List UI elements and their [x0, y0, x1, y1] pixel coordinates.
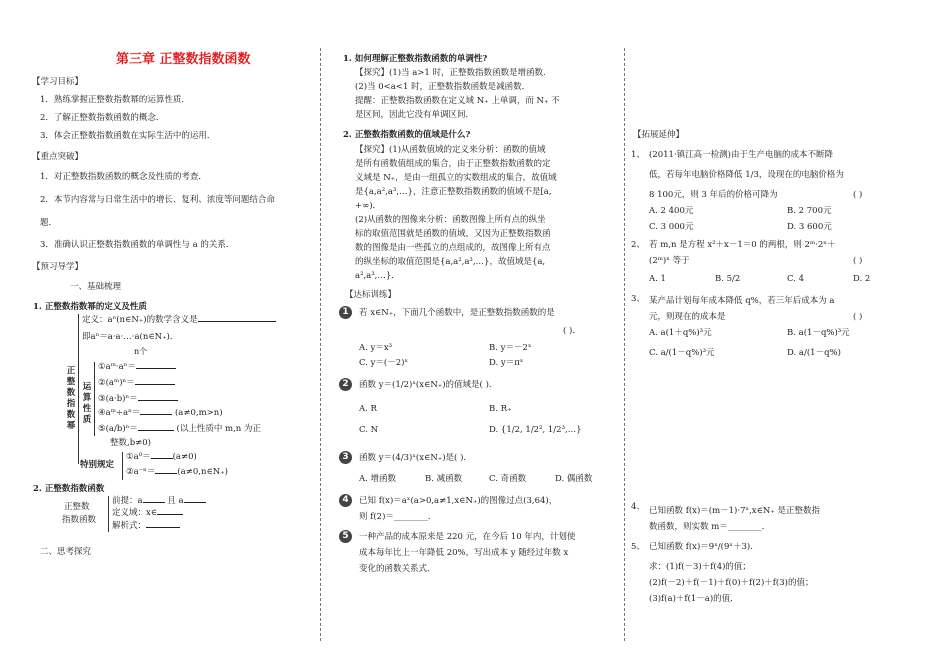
ext-q2-option: C. 4 — [787, 274, 805, 284]
ext-q3-blank: ( ) — [853, 312, 863, 322]
ops-side-label: 运算性质 — [82, 382, 92, 425]
ext-q3-option: D. a/(1－q%) — [787, 348, 841, 358]
problem-5-number: 5 — [339, 530, 352, 543]
basics-heading: 一、基础梳理 — [70, 282, 122, 292]
ext-q5-line: 求：(1)f(－3)＋f(4)的值； — [649, 562, 751, 572]
ext-q4-line: 数函数，则实数 m＝________． — [649, 522, 771, 532]
q2-answer-line: 【探究】(1)从函数值域的定义来分析：函数的值域 — [355, 145, 546, 155]
ext-q4-number: 4、 — [631, 502, 645, 512]
problem-1-option: A. y＝x³ — [359, 343, 393, 353]
ext-q1-option: A. 2 400元 — [649, 206, 694, 216]
problem-1-blank: ( )． — [563, 326, 581, 336]
problem-4-text-2: 则 f(2)＝________． — [359, 512, 437, 522]
op-3: ③(a·b)ⁿ＝ — [98, 394, 178, 405]
q2-answer-line: (2)从函数的图像来分析：函数图像上所有点的纵坐 — [355, 215, 546, 225]
ext-q5-line: (2)f(－2)＋f(－1)＋f(0)＋f(2)＋f(3)的值； — [649, 578, 814, 588]
section1-brace — [78, 314, 79, 464]
problem-3-option: D. 偶函数 — [555, 474, 593, 484]
definition-line: 定义：aⁿ(n∈N₊)的数学含义是 — [82, 315, 276, 326]
preview-heading: 【预习导学】 — [32, 262, 84, 272]
ext-q3-number: 3、 — [631, 294, 645, 304]
problem-5-line: 一种产品的成本原来是 220 元，在今后 10 年内，计划使 — [359, 532, 576, 542]
ext-q1-line: (2011·镇江高一检测)由于生产电脑的成本不断降 — [649, 150, 833, 160]
n-count-label: n个 — [134, 347, 148, 356]
op-4: ④aᵐ÷aⁿ＝ (a≠0,m>n) — [98, 408, 223, 418]
problem-3-option: B. 减函数 — [425, 474, 463, 484]
ext-q1-number: 1、 — [631, 150, 645, 160]
right-column — [627, 0, 950, 671]
q1-answer-line: 【探究】(1)当 a>1 时，正整数指数函数是增函数． — [355, 68, 552, 78]
training-heading: 【达标训练】 — [345, 290, 397, 300]
goal-item: 3．体会正整数指数函数在实际生活中的运用． — [40, 131, 216, 141]
ext-q1-option: B. 2 700元 — [787, 206, 832, 216]
ext-q1-blank: ( ) — [853, 190, 863, 200]
middle-column — [325, 0, 625, 671]
goal-item: 1．熟练掌握正整数指数幂的运算性质． — [40, 95, 190, 105]
problem-4-text: 已知 f(x)＝aˣ(a>0,a≠1,x∈N₊)的图像过点(3,64)， — [359, 496, 558, 506]
question-1: 1. 如何理解正整数指数函数的单调性? — [343, 54, 488, 64]
column-divider — [624, 48, 625, 641]
left-column — [0, 0, 320, 671]
problem-3-option: A. 增函数 — [359, 474, 397, 484]
ext-q3-line: 某产品计划每年成本降低 q%，若三年后成本为 a — [649, 296, 835, 306]
problem-2-option: B. R₊ — [489, 404, 512, 414]
ext-q5-line: 已知函数 f(x)＝9ˣ/(9ˣ＋3)． — [649, 542, 759, 552]
section2-label-1: 正整数 — [64, 502, 90, 512]
key-item: 1．对正整数指数函数的概念及性质的考查． — [40, 172, 207, 182]
special-rule-1: ①a⁰＝ (a≠0) — [126, 452, 197, 462]
think-heading: 二、思考探究 — [40, 547, 92, 557]
ext-q2-option: A. 1 — [649, 274, 666, 284]
q2-answer-line: 是{a,a²,a³,…}，注意正整数指数函数的值域不是[a, — [355, 187, 552, 197]
ext-q3-option: C. a/(1－q%)³元 — [649, 348, 715, 358]
problem-1-number: 1 — [339, 306, 352, 319]
special-rule-label: 特别规定 — [80, 460, 115, 470]
problem-4-number: 4 — [339, 494, 352, 507]
problem-1-text: 若 x∈N₊，下面几个函数中，是正整数指数函数的是 — [359, 308, 555, 318]
problem-3-number: 3 — [339, 451, 352, 464]
definition-expansion: 即aⁿ＝a·a·…·a(n∈N₊)． — [82, 332, 179, 342]
ext-q1-line: 低，若每年电脑价格降低 1/3，设现在的电脑价格为 — [649, 170, 844, 180]
column-divider — [320, 48, 321, 641]
ext-q1-line: 8 100元，则 3 年后的价格可降为 — [649, 190, 778, 200]
extension-heading: 【拓展延伸】 — [633, 130, 685, 140]
op-5-condition: 整数,b≠0) — [110, 438, 151, 448]
section2-label-2: 指数函数 — [62, 515, 97, 525]
chapter-title: 第三章 正整数指数函数 — [116, 52, 251, 67]
ops-brace — [94, 362, 95, 436]
q2-answer-line: a²,a³,…}． — [355, 271, 400, 281]
problem-5-line: 成本每年比上一年降低 20%，写出成本 y 随经过年数 x — [359, 548, 569, 558]
section2-formula: 解析式： — [112, 521, 180, 532]
ext-q1-option: C. 3 000元 — [649, 222, 694, 232]
ext-q3-option: A. a(1＋q%)³元 — [649, 328, 712, 338]
section2-premise: 前提：a 且 a — [112, 496, 206, 507]
q2-answer-line: 标的取值范围就是函数的值域，又因为正整数指数函 — [355, 229, 551, 239]
section1-title: 1. 正整数指数幂的定义及性质 — [33, 302, 147, 312]
problem-2-number: 2 — [339, 378, 352, 391]
goal-item: 2．了解正整数指数函数的概念． — [40, 113, 165, 123]
key-item: 题． — [40, 218, 58, 228]
problem-2-text: 函数 y＝(1/2)ˣ(x∈N₊)的值域是( )． — [359, 380, 498, 390]
q2-answer-line: +∞)． — [355, 201, 382, 211]
q2-answer-line: 的纵坐标的取值范围是{a,a²,a³,…}，故值域是{a, — [355, 257, 546, 267]
section2-domain: 定义域：x∈ — [112, 508, 183, 519]
key-item: 2．本节内容常与日常生活中的增长、复利、浓度等问题结合命 — [40, 195, 275, 205]
problem-1-option: C. y＝(－2)ˣ — [359, 358, 409, 368]
ext-q2-option: D. 2 — [853, 274, 871, 284]
section2-title: 2. 正整数指数函数 — [33, 484, 105, 494]
special-rule-2: ②a⁻ⁿ＝ (a≠0,n∈N₊) — [126, 467, 228, 477]
problem-3-option: C. 奇函数 — [489, 474, 527, 484]
ext-q2-number: 2、 — [631, 240, 645, 250]
problem-5-line: 变化的函数关系式． — [359, 564, 436, 574]
ext-q5-line: (3)f(a)＋f(1－a)的值． — [649, 594, 739, 604]
special-brace — [122, 452, 123, 480]
ext-q2-option: B. 5/2 — [715, 274, 741, 284]
key-heading: 【重点突破】 — [32, 152, 84, 162]
q1-answer-line: 提醒：正整数指数函数在定义域 N₊ 上单调，而 N₊ 不 — [355, 96, 560, 106]
ext-q2-blank: ( ) — [853, 256, 863, 266]
section1-side-label: 正整数指数幂 — [66, 366, 76, 431]
ext-q5-number: 5、 — [631, 542, 645, 552]
goals-heading: 【学习目标】 — [32, 77, 84, 87]
q2-answer-line: 是所有函数值组成的集合，由于正整数指数函数的定 — [355, 159, 551, 169]
problem-1-option: B. y＝－2ˣ — [489, 343, 532, 353]
op-2: ②(aᵐ)ⁿ＝ — [98, 378, 175, 389]
q2-answer-line: 义域是 N₊，是由一组孤立的实数组成的集合，故值域 — [355, 173, 557, 183]
q1-answer-line: 是区间，因此它没有单调区间． — [355, 110, 475, 120]
ext-q2-line: 若 m,n 是方程 x²＋x－1＝0 的两根，则 2ᵐ·2ⁿ＋ — [649, 240, 836, 250]
ext-q3-line: 元，则现在的成本是 — [649, 312, 726, 322]
problem-2-option: A. R — [359, 404, 377, 414]
section2-brace — [108, 496, 109, 532]
problem-3-text: 函数 y＝(4/3)ˣ(x∈N₊)是( )． — [359, 453, 472, 463]
ext-q1-option: D. 3 600元 — [787, 222, 832, 232]
op-1: ①aᵐ·aⁿ＝ — [98, 362, 176, 373]
key-item: 3．准确认识正整数指数函数的单调性与 a 的关系． — [40, 240, 235, 250]
problem-1-option: D. y＝πˣ — [489, 358, 524, 368]
ext-q4-line: 已知函数 f(x)＝(m－1)·7ˣ,x∈N₊ 是正整数指 — [649, 506, 821, 516]
ext-q2-line: (2ᵐ)ⁿ 等于 — [649, 256, 690, 266]
question-2: 2. 正整数指数函数的值域是什么? — [343, 130, 471, 140]
ext-q3-option: B. a(1－q%)³元 — [787, 328, 850, 338]
problem-2-option: C. N — [359, 425, 379, 435]
problem-2-option: D. {1/2, 1/2², 1/2³,…} — [489, 425, 582, 435]
q2-answer-line: 数的图像是由一些孤立的点组成的，故图像上所有点 — [355, 243, 551, 253]
op-5: ⑤(a/b)ⁿ＝ (以上性质中 m,n 为正 — [98, 424, 261, 434]
q1-answer-line: (2)当 0<a<1 时，正整数指数函数是减函数． — [355, 82, 531, 92]
